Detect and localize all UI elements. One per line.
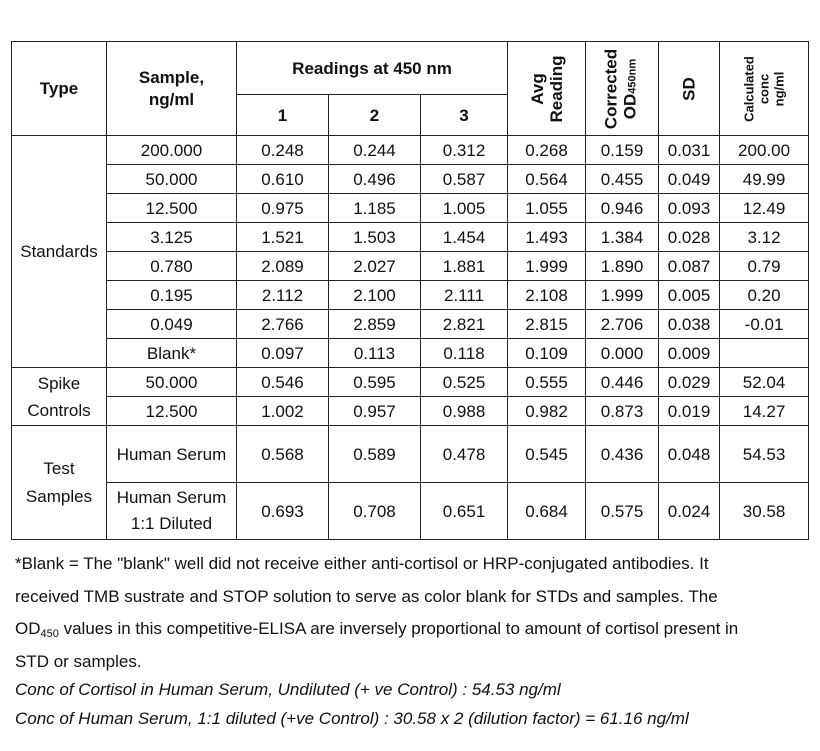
cell-calc: 3.12 bbox=[720, 223, 809, 252]
cell-sd: 0.031 bbox=[659, 136, 720, 165]
header-calc-line3: ng/ml bbox=[771, 71, 787, 106]
cell-avg: 0.564 bbox=[508, 165, 586, 194]
table-row bbox=[12, 339, 809, 368]
cell-sd: 0.029 bbox=[659, 368, 720, 397]
cell-sd: 0.028 bbox=[659, 223, 720, 252]
cell-calc: 200.00 bbox=[720, 136, 809, 165]
footnote-line-1: *Blank = The "blank" well did not receive either anti-cortisol or HRP-conjugated antibodies. It bbox=[15, 554, 709, 573]
cell-reading-2: 1.185 bbox=[329, 194, 421, 223]
cell-sd: 0.049 bbox=[659, 165, 720, 194]
cell-avg: 0.268 bbox=[508, 136, 586, 165]
cell-reading-1: 0.693 bbox=[237, 483, 329, 540]
cell-calc: 49.99 bbox=[720, 165, 809, 194]
table-row bbox=[12, 483, 809, 540]
cell-calc: 12.49 bbox=[720, 194, 809, 223]
cell-reading-2: 2.027 bbox=[329, 252, 421, 281]
cell-reading-2: 1.503 bbox=[329, 223, 421, 252]
cell-sd: 0.009 bbox=[659, 339, 720, 368]
footnote-od-rest: values in this competitive-ELISA are inversely proportional to amount of cortisol present in bbox=[58, 619, 739, 638]
cell-corrected: 0.446 bbox=[586, 368, 659, 397]
cell-avg: 2.815 bbox=[508, 310, 586, 339]
cell-avg: 0.109 bbox=[508, 339, 586, 368]
group-standards: Standards bbox=[12, 136, 107, 368]
cell-reading-1: 0.568 bbox=[237, 426, 329, 483]
header-row bbox=[12, 42, 809, 95]
cell-sd: 0.019 bbox=[659, 397, 720, 426]
cell-corrected: 0.159 bbox=[586, 136, 659, 165]
cell-calc: 30.58 bbox=[720, 483, 809, 540]
cell-reading-3: 2.821 bbox=[421, 310, 508, 339]
table-row bbox=[12, 165, 809, 194]
conclusion-undiluted: Conc of Cortisol in Human Serum, Undiluted (+ ve Control) : 54.53 ng/ml bbox=[15, 680, 561, 699]
cell-sample: 200.000 bbox=[107, 136, 237, 165]
cell-avg: 2.108 bbox=[508, 281, 586, 310]
header-type: Type bbox=[12, 42, 107, 136]
cell-sd: 0.087 bbox=[659, 252, 720, 281]
header-sd bbox=[659, 42, 720, 136]
cell-sd: 0.093 bbox=[659, 194, 720, 223]
cell-sd: 0.005 bbox=[659, 281, 720, 310]
cell-reading-1: 1.521 bbox=[237, 223, 329, 252]
cell-calc: 54.53 bbox=[720, 426, 809, 483]
header-avg-reading bbox=[508, 42, 586, 136]
header-reading-3: 3 bbox=[421, 95, 508, 136]
cell-sd: 0.048 bbox=[659, 426, 720, 483]
cell-sample-line2: 1:1 Diluted bbox=[130, 514, 213, 533]
footnote-od-sub: 450 bbox=[40, 628, 59, 640]
cell-reading-2: 0.708 bbox=[329, 483, 421, 540]
cell-reading-1: 0.610 bbox=[237, 165, 329, 194]
cell-sample: 0.780 bbox=[107, 252, 237, 281]
cell-sample: 50.000 bbox=[107, 368, 237, 397]
cell-reading-2: 2.859 bbox=[329, 310, 421, 339]
cell-avg: 1.493 bbox=[508, 223, 586, 252]
cell-reading-3: 0.478 bbox=[421, 426, 508, 483]
table-row bbox=[12, 397, 809, 426]
cell-sample bbox=[107, 483, 237, 540]
conclusion-diluted: Conc of Human Serum, 1:1 diluted (+ve Control) : 30.58 x 2 (dilution factor) = 61.16 ng/ml bbox=[15, 709, 689, 728]
cell-reading-3: 0.118 bbox=[421, 339, 508, 368]
cell-sample: 0.049 bbox=[107, 310, 237, 339]
footnote-line-4: STD or samples. bbox=[15, 651, 142, 671]
cell-corrected: 0.436 bbox=[586, 426, 659, 483]
header-avg-line2: Reading bbox=[546, 54, 566, 123]
cell-reading-2: 0.496 bbox=[329, 165, 421, 194]
cell-reading-1: 2.112 bbox=[237, 281, 329, 310]
group-spike-line1: Spike bbox=[37, 373, 81, 393]
header-readings: Readings at 450 nm bbox=[237, 42, 508, 95]
cell-reading-3: 0.525 bbox=[421, 368, 508, 397]
cell-calc bbox=[720, 339, 809, 368]
cell-sample-line1: Human Serum bbox=[116, 488, 227, 507]
cell-reading-2: 0.957 bbox=[329, 397, 421, 426]
header-sample-unit: ng/ml bbox=[148, 89, 195, 109]
cell-calc: 0.20 bbox=[720, 281, 809, 310]
cell-reading-1: 2.766 bbox=[237, 310, 329, 339]
footnote-line-2: received TMB sustrate and STOP solution to serve as color blank for STDs and samples. The bbox=[15, 586, 718, 606]
cell-corrected: 0.455 bbox=[586, 165, 659, 194]
table-row bbox=[12, 136, 809, 165]
cell-reading-1: 0.546 bbox=[237, 368, 329, 397]
cell-reading-3: 1.454 bbox=[421, 223, 508, 252]
cell-calc: 14.27 bbox=[720, 397, 809, 426]
cell-reading-3: 2.111 bbox=[421, 281, 508, 310]
table-row bbox=[12, 252, 809, 281]
header-reading-1: 1 bbox=[237, 95, 329, 136]
footnote-od: OD bbox=[15, 619, 41, 638]
cell-avg: 1.055 bbox=[508, 194, 586, 223]
cell-reading-2: 0.589 bbox=[329, 426, 421, 483]
cell-reading-3: 0.312 bbox=[421, 136, 508, 165]
table-row bbox=[12, 426, 809, 483]
cell-avg: 1.999 bbox=[508, 252, 586, 281]
cell-reading-1: 0.097 bbox=[237, 339, 329, 368]
table-row bbox=[12, 281, 809, 310]
cell-corrected: 0.575 bbox=[586, 483, 659, 540]
cell-reading-2: 2.100 bbox=[329, 281, 421, 310]
cell-sample: 50.000 bbox=[107, 165, 237, 194]
cell-reading-2: 0.113 bbox=[329, 339, 421, 368]
cell-sd: 0.024 bbox=[659, 483, 720, 540]
header-corrected-line2 bbox=[621, 48, 643, 128]
header-od-sub: 450nm bbox=[626, 58, 639, 94]
table-row bbox=[12, 368, 809, 397]
header-corrected-od bbox=[586, 42, 659, 136]
cell-sample: 0.195 bbox=[107, 281, 237, 310]
cell-calc: 52.04 bbox=[720, 368, 809, 397]
header-calc-line2: conc bbox=[756, 73, 772, 104]
header-reading-2: 2 bbox=[329, 95, 421, 136]
cell-corrected: 2.706 bbox=[586, 310, 659, 339]
cell-sample: 3.125 bbox=[107, 223, 237, 252]
cell-reading-3: 1.005 bbox=[421, 194, 508, 223]
group-test-line1: Test bbox=[43, 458, 75, 478]
cell-reading-3: 0.587 bbox=[421, 165, 508, 194]
cell-corrected: 0.873 bbox=[586, 397, 659, 426]
cell-sample: 12.500 bbox=[107, 194, 237, 223]
cell-corrected: 0.000 bbox=[586, 339, 659, 368]
header-calculated-conc bbox=[720, 42, 809, 136]
cell-reading-2: 0.595 bbox=[329, 368, 421, 397]
cell-sd: 0.038 bbox=[659, 310, 720, 339]
cell-reading-3: 0.988 bbox=[421, 397, 508, 426]
cell-avg: 0.555 bbox=[508, 368, 586, 397]
cell-sample: Human Serum bbox=[107, 426, 237, 483]
group-spike-line2: Controls bbox=[27, 400, 91, 420]
group-test-samples bbox=[12, 426, 107, 540]
cell-sample: 12.500 bbox=[107, 397, 237, 426]
cell-sample: Blank* bbox=[107, 339, 237, 368]
cell-reading-3: 1.881 bbox=[421, 252, 508, 281]
cell-corrected: 1.999 bbox=[586, 281, 659, 310]
cell-corrected: 0.946 bbox=[586, 194, 659, 223]
cell-calc: 0.79 bbox=[720, 252, 809, 281]
cell-corrected: 1.890 bbox=[586, 252, 659, 281]
cell-reading-1: 1.002 bbox=[237, 397, 329, 426]
header-calc-line1: Calculated bbox=[741, 55, 757, 122]
group-test-line2: Samples bbox=[25, 486, 93, 506]
header-sample bbox=[107, 42, 237, 136]
cell-reading-1: 2.089 bbox=[237, 252, 329, 281]
table-row bbox=[12, 223, 809, 252]
cell-avg: 0.982 bbox=[508, 397, 586, 426]
header-sample-label: Sample, bbox=[138, 67, 205, 87]
cell-avg: 0.684 bbox=[508, 483, 586, 540]
cell-corrected: 1.384 bbox=[586, 223, 659, 252]
blank-footnote bbox=[15, 548, 805, 678]
cell-avg: 0.545 bbox=[508, 426, 586, 483]
cell-reading-3: 0.651 bbox=[421, 483, 508, 540]
header-od: OD bbox=[620, 93, 640, 119]
cell-reading-1: 0.248 bbox=[237, 136, 329, 165]
cell-reading-1: 0.975 bbox=[237, 194, 329, 223]
cell-reading-2: 0.244 bbox=[329, 136, 421, 165]
header-corrected-line1: Corrected bbox=[601, 48, 621, 129]
group-spike-controls bbox=[12, 368, 107, 426]
cell-calc: -0.01 bbox=[720, 310, 809, 339]
header-avg-line1: Avg bbox=[527, 72, 547, 105]
elisa-results-table bbox=[11, 41, 809, 540]
header-sd-label: SD bbox=[679, 76, 699, 101]
table-row bbox=[12, 194, 809, 223]
table-row bbox=[12, 310, 809, 339]
footnote-line-3 bbox=[15, 613, 805, 646]
